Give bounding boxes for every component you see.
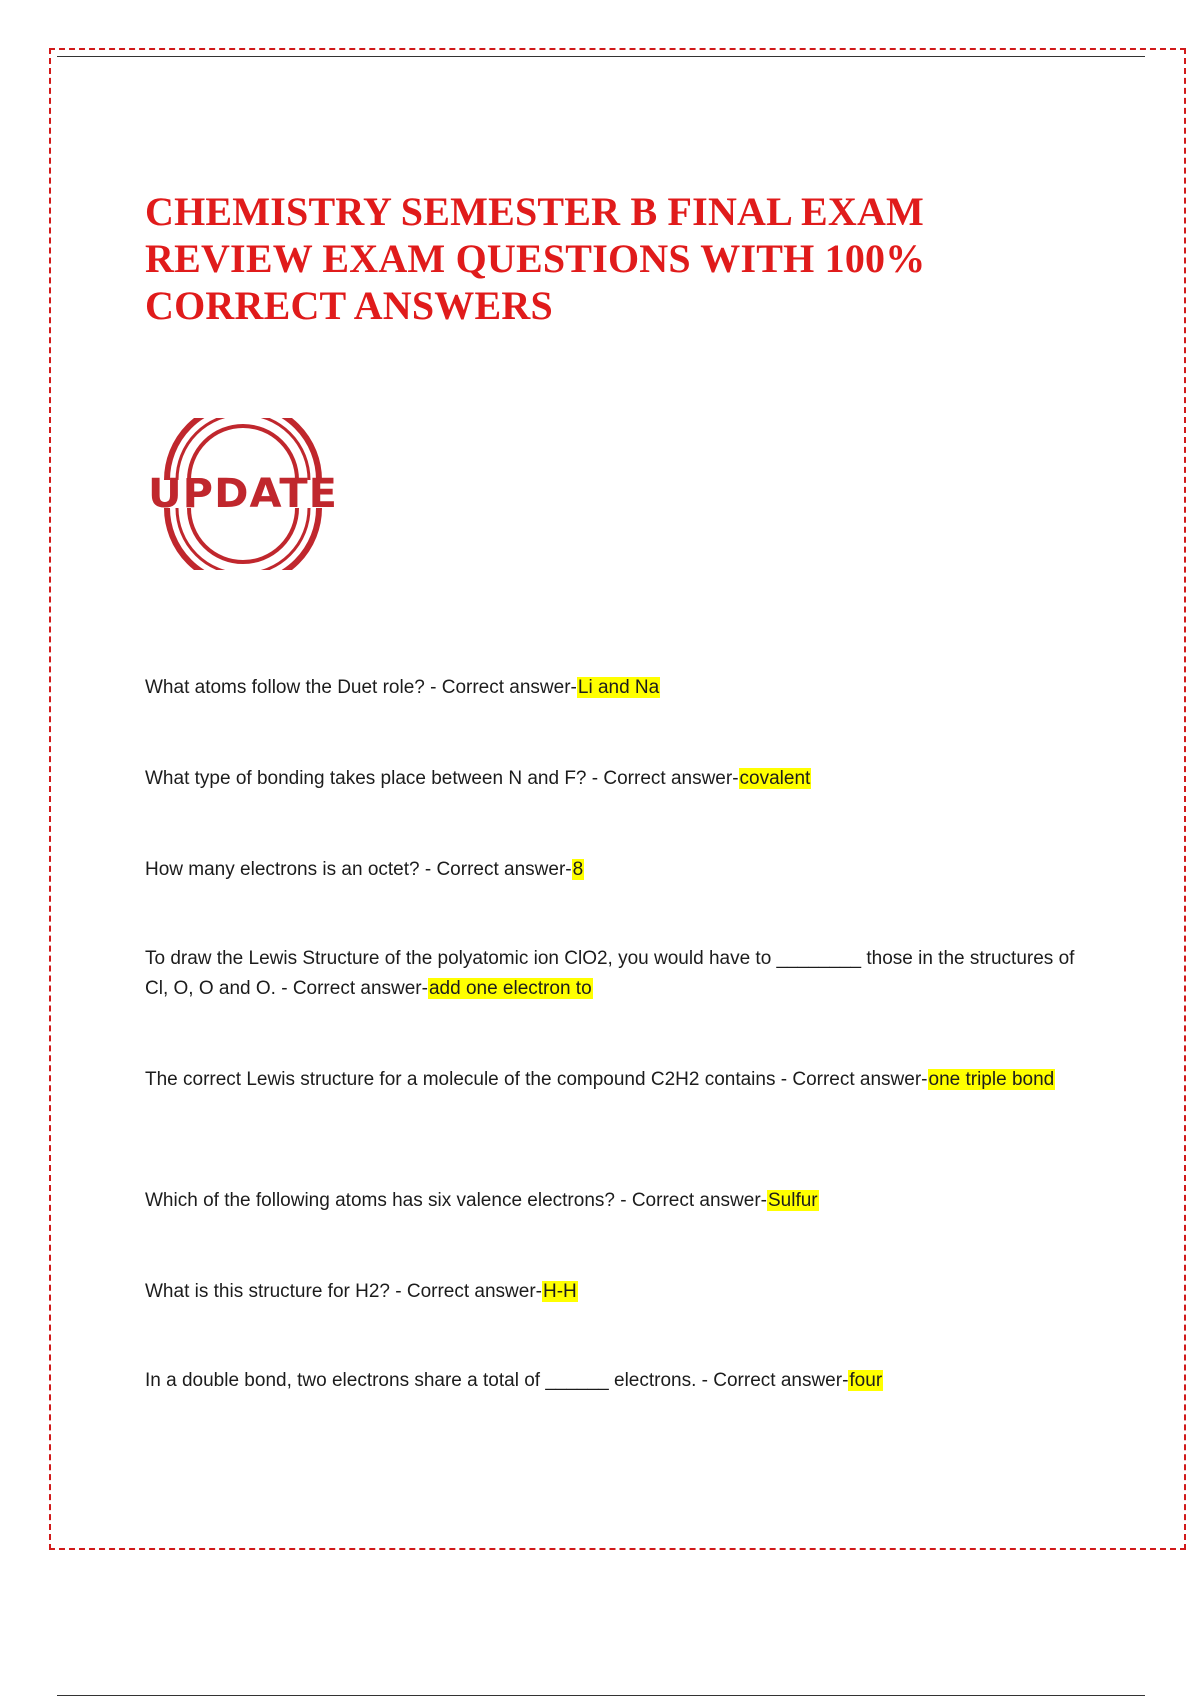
question-text: Which of the following atoms has six valence electrons? - Correct answer- — [145, 1190, 767, 1211]
question-text: What atoms follow the Duet role? - Correct answer- — [145, 677, 577, 698]
qa-item-1 — [145, 673, 1095, 703]
update-stamp-text: UPDATE — [148, 471, 338, 517]
qa-item-7 — [145, 1277, 1095, 1307]
answer-highlight: Li and Na — [577, 677, 660, 698]
title-line-3: CORRECT ANSWERS — [145, 283, 553, 328]
document-title — [145, 188, 1005, 329]
question-text: The correct Lewis structure for a molecule of the compound C2H2 contains - Correct answer- — [145, 1069, 928, 1090]
qa-item-5 — [145, 1065, 1095, 1095]
answer-highlight: one triple bond — [928, 1069, 1055, 1090]
question-text: What is this structure for H2? - Correct answer- — [145, 1281, 542, 1302]
question-text: To draw the Lewis Structure of the polyatomic ion ClO2, you would have to ________ those in the structures of Cl, O, O and O. - Correct answer- — [145, 948, 1075, 999]
answer-highlight: Sulfur — [767, 1190, 818, 1211]
qa-item-2 — [145, 764, 1095, 794]
answer-highlight: H-H — [543, 1281, 577, 1302]
answer-highlight: covalent — [739, 768, 811, 789]
title-line-2: REVIEW EXAM QUESTIONS WITH 100% — [145, 236, 926, 281]
bottom-rule — [57, 1695, 1145, 1696]
question-text: How many electrons is an octet? - Correct answer- — [145, 859, 572, 880]
answer-highlight: add one electron to — [428, 978, 592, 999]
qa-item-6 — [145, 1186, 1095, 1216]
qa-item-3 — [145, 855, 1095, 885]
update-stamp — [145, 418, 341, 570]
title-line-1: CHEMISTRY SEMESTER B FINAL EXAM — [145, 189, 924, 234]
update-stamp-graphic — [145, 418, 341, 570]
qa-item-8 — [145, 1366, 1095, 1396]
question-text: In a double bond, two electrons share a total of ______ electrons. - Correct answer- — [145, 1370, 849, 1391]
qa-item-4 — [145, 944, 1095, 1004]
answer-highlight: four — [849, 1370, 883, 1391]
answer-highlight: 8 — [572, 859, 584, 880]
question-text: What type of bonding takes place between N and F? - Correct answer- — [145, 768, 739, 789]
